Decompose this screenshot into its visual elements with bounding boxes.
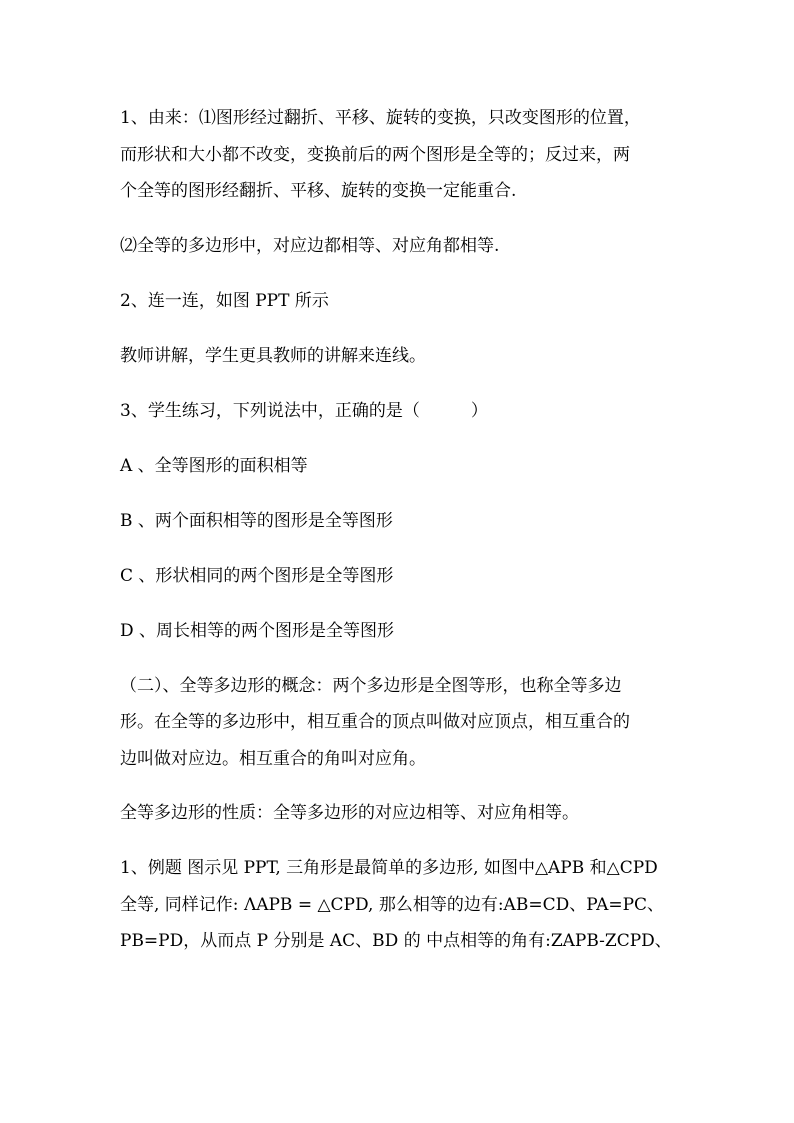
text-line: 边叫做对应边。相互重合的角叫对应角。 [120, 748, 426, 769]
text-line: 3、学生练习，下列说法中，正确的是（ ） [120, 400, 488, 421]
option-b [120, 503, 700, 540]
paragraph-congruent-polygon-concept [120, 668, 700, 778]
text-line: C 、形状相同的两个图形是全等图形 [120, 565, 394, 586]
paragraph-origin [120, 100, 700, 210]
text-line: 全等, 同样记作: ΛAPB = △CPD, 那么相等的边有:AB=CD、PA=PC、 [120, 894, 665, 915]
text-line: ⑵全等的多边形中，对应边都相等、对应角都相等. [120, 235, 500, 256]
text-line: 个全等的图形经翻折、平移、旋转的变换一定能重合. [120, 181, 517, 201]
text-line: 2、连一连，如图 PPT 所示 [120, 290, 329, 311]
text-line: 教师讲解，学生更具教师的讲解来连线。 [120, 345, 426, 366]
text-line: 形。在全等的多边形中，相互重合的顶点叫做对应顶点，相互重合的 [120, 712, 630, 732]
paragraph-polygon-property [120, 228, 700, 265]
paragraph-exercise-question [120, 393, 700, 430]
option-c [120, 558, 700, 595]
document-body [120, 100, 700, 978]
paragraph-congruent-polygon-property [120, 795, 700, 832]
text-line: A 、全等图形的面积相等 [120, 455, 308, 476]
paragraph-example [120, 850, 700, 960]
text-line: 全等多边形的性质：全等多边形的对应边相等、对应角相等。 [120, 803, 579, 823]
option-d [120, 613, 700, 650]
text-line: （二）、全等多边形的概念：两个多边形是全图等形，也称全等多边 [120, 675, 622, 696]
text-line: 而形状和大小都不改变，变换前后的两个图形是全等的；反过来，两 [120, 144, 630, 165]
text-line: PB=PD，从而点 P 分别是 AC、BD 的 中点相等的角有:ZAPB-ZCPD、 [120, 931, 672, 951]
paragraph-connect [120, 283, 700, 320]
paragraph-teacher-explains [120, 338, 700, 375]
text-line: B 、两个面积相等的图形是全等图形 [120, 510, 393, 531]
option-a [120, 448, 700, 485]
text-line: 1、由来：⑴图形经过翻折、平移、旋转的变换，只改变图形的位置， [120, 108, 641, 128]
text-line: D 、周长相等的两个图形是全等图形 [120, 620, 395, 641]
text-line: 1、例题 图示见 PPT, 三角形是最简单的多边形, 如图中△APB 和△CPD [120, 858, 658, 878]
